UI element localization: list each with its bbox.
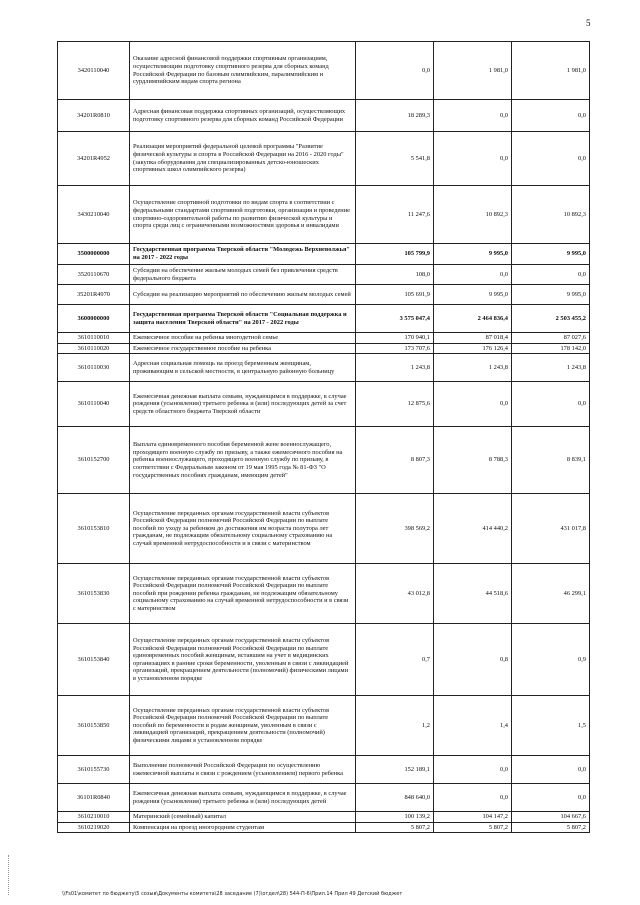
target-code-cell: 34201R0810 — [58, 100, 130, 132]
amount-2019-cell: 0,0 — [512, 382, 590, 427]
amount-2018-cell: 0,0 — [434, 100, 512, 132]
file-path-footer: \\Fs01\комитет по бюджету\5 созыв\Документы комитета\28 заседание (7)\отдел\28) 544-П-6\Прил.14 Прил 49 Детский бюджет — [62, 891, 403, 897]
amount-2019-cell: 104 667,6 — [512, 812, 590, 823]
target-code-cell: 3610152700 — [58, 427, 130, 494]
table-row — [58, 822, 590, 833]
budget-table — [57, 41, 590, 833]
amount-2017-cell: 398 569,2 — [356, 494, 434, 564]
amount-2019-cell: 5 807,2 — [512, 822, 590, 833]
margin-mark — [8, 855, 10, 895]
amount-2017-cell: 105 799,9 — [356, 244, 434, 265]
amount-2017-cell: 108,0 — [356, 265, 434, 285]
table-row — [58, 564, 590, 624]
amount-2018-cell: 44 518,6 — [434, 564, 512, 624]
amount-2018-cell: 8 788,3 — [434, 427, 512, 494]
amount-2019-cell: 0,9 — [512, 624, 590, 696]
description-cell: Адресная финансовая поддержка спортивных организаций, осуществляющих подготовку спортивного резерва для сборных команд Российской Федерации — [130, 100, 356, 132]
description-cell: Осуществление переданных органам государственной власти субъектов Российской Федерации полномочий Российской Федерации по выплате пособий по беременности и родам женщинам, уволенным в связи с ликвидацией организаций, прекращением деятельности (полномочий) физическими лицами в установленном порядке — [130, 696, 356, 756]
description-cell: Компенсация на проезд иногородним студентам — [130, 822, 356, 833]
amount-2018-cell: 0,0 — [434, 132, 512, 186]
amount-2017-cell: 100 139,2 — [356, 812, 434, 823]
amount-2019-cell: 0,0 — [512, 132, 590, 186]
description-cell: Адресная социальная помощь на проезд беременным женщинам, проживающим в сельской местности, в центральную районную больницу — [130, 354, 356, 382]
description-cell: Оказание адресной финансовой поддержки спортивным организациям, осуществляющим подготовку спортивного резерва для сборных команд Российской Федерации по базовым олимпийским, паралимпийским и сурдлимпийским видам спорта региона — [130, 42, 356, 100]
amount-2018-cell: 176 126,4 — [434, 343, 512, 354]
amount-2018-cell: 0,0 — [434, 784, 512, 812]
description-cell: Реализация мероприятий федеральной целевой программы "Развитие физической культуры и спорта в Российской Федерации на 2016 - 2020 годы" (закупка оборудования для специализированных детско-юношеских спортивных школ олимпийского резерва) — [130, 132, 356, 186]
description-cell: Выполнение полномочий Российской Федерации по осуществлению ежемесячной выплаты в связи с рождением (усыновлением) первого ребенка — [130, 756, 356, 784]
table-row — [58, 696, 590, 756]
amount-2017-cell: 8 807,3 — [356, 427, 434, 494]
table-row — [58, 382, 590, 427]
description-cell: Субсидии на реализацию мероприятий по обеспечению жильем молодых семей — [130, 285, 356, 305]
target-code-cell: 35201R4970 — [58, 285, 130, 305]
amount-2019-cell: 87 027,6 — [512, 333, 590, 344]
amount-2018-cell: 0,0 — [434, 756, 512, 784]
table-row — [58, 305, 590, 333]
description-cell: Ежемесячное государственное пособие на ребенка — [130, 343, 356, 354]
target-code-cell: 3610110040 — [58, 382, 130, 427]
target-code-cell: 3600000000 — [58, 305, 130, 333]
amount-2018-cell: 0,0 — [434, 265, 512, 285]
description-cell: Субсидии на обеспечение жильем молодых семей без привлечения средств федерального бюджета — [130, 265, 356, 285]
amount-2018-cell: 414 440,2 — [434, 494, 512, 564]
table-row — [58, 494, 590, 564]
amount-2019-cell: 0,0 — [512, 265, 590, 285]
description-cell: Ежемесячное пособие на ребенка многодетной семье — [130, 333, 356, 344]
amount-2019-cell: 1 243,8 — [512, 354, 590, 382]
description-cell: Осуществление спортивной подготовки по видам спорта в соответствии с федеральными стандартами спортивной подготовки, организация и проведение спортивно-оздоровительной работы по развитию физической культуры и спорта среди лиц с ограниченными возможностями здоровья и инвалидами — [130, 186, 356, 244]
table-row — [58, 265, 590, 285]
amount-2019-cell: 2 503 455,2 — [512, 305, 590, 333]
table-row — [58, 244, 590, 265]
target-code-cell: 3500000000 — [58, 244, 130, 265]
amount-2018-cell: 9 995,0 — [434, 244, 512, 265]
target-code-cell: 3430210040 — [58, 186, 130, 244]
table-row — [58, 333, 590, 344]
amount-2017-cell: 12 875,6 — [356, 382, 434, 427]
amount-2017-cell: 170 940,1 — [356, 333, 434, 344]
target-code-cell: 3610110030 — [58, 354, 130, 382]
target-code-cell: 3610153850 — [58, 696, 130, 756]
amount-2018-cell: 87 018,4 — [434, 333, 512, 344]
amount-2017-cell: 18 289,3 — [356, 100, 434, 132]
description-cell: Осуществление переданных органам государственной власти субъектов Российской Федерации полномочий Российской Федерации по выплате единовременных пособий женщинам, вставшим на учет в медицинских организациях в ранние сроки беременности, уволенным в связи с ликвидацией организаций, прекращением деятельности (полномочий) физическими лицами в установленном порядке — [130, 624, 356, 696]
amount-2019-cell: 8 839,1 — [512, 427, 590, 494]
table-row — [58, 624, 590, 696]
table-row — [58, 812, 590, 823]
amount-2018-cell: 0,8 — [434, 624, 512, 696]
target-code-cell: 3610153830 — [58, 564, 130, 624]
amount-2017-cell: 0,0 — [356, 42, 434, 100]
target-code-cell: 3610110020 — [58, 343, 130, 354]
target-code-cell: 3610210010 — [58, 812, 130, 823]
description-cell: Государственная программа Тверской области "Социальная поддержка и защита населения Тверской области" на 2017 - 2022 годы — [130, 305, 356, 333]
amount-2018-cell: 5 807,2 — [434, 822, 512, 833]
description-cell: Ежемесячная денежная выплата семьям, нуждающимся в поддержке, в случае рождения (усыновления) третьего ребенка и (или) последующих детей — [130, 784, 356, 812]
table-row — [58, 42, 590, 100]
amount-2018-cell: 104 147,2 — [434, 812, 512, 823]
amount-2019-cell: 1 981,0 — [512, 42, 590, 100]
target-code-cell: 3420110040 — [58, 42, 130, 100]
description-cell: Ежемесячная денежная выплата семьям, нуждающимся в поддержке, в случае рождения (усыновления) третьего ребенка и (или) последующих детей за счет средств областного бюджета Тверской области — [130, 382, 356, 427]
amount-2018-cell: 0,0 — [434, 382, 512, 427]
description-cell: Осуществление переданных органам государственной власти субъектов Российской Федерации полномочий Российской Федерации по выплате пособий при рождении ребенка гражданам, не подлежащим обязательному социальному страхованию на случай временной нетрудоспособности и в связи с материнством — [130, 564, 356, 624]
table-row — [58, 343, 590, 354]
amount-2017-cell: 848 640,0 — [356, 784, 434, 812]
target-code-cell: 34201R4952 — [58, 132, 130, 186]
table-row — [58, 100, 590, 132]
amount-2019-cell: 0,0 — [512, 784, 590, 812]
page-number: 5 — [586, 18, 591, 28]
table-row — [58, 285, 590, 305]
amount-2018-cell: 1 981,0 — [434, 42, 512, 100]
table-row — [58, 756, 590, 784]
amount-2019-cell: 0,0 — [512, 100, 590, 132]
amount-2019-cell: 9 995,0 — [512, 244, 590, 265]
table-row — [58, 354, 590, 382]
description-cell: Выплата единовременного пособия беременной жене военнослужащего, проходящего военную службу по призыву, а также ежемесячного пособия на ребенка военнослужащего, проходящего военную службу по призыву, в соответствии с Федеральным законом от 19 мая 1995 года № 81-ФЗ "О государственных пособиях гражданам, имеющим детей" — [130, 427, 356, 494]
amount-2017-cell: 5 807,2 — [356, 822, 434, 833]
description-cell: Государственная программа Тверской области "Молодежь Верхневолжья" на 2017 - 2022 годы — [130, 244, 356, 265]
table-row — [58, 186, 590, 244]
amount-2017-cell: 1,2 — [356, 696, 434, 756]
amount-2017-cell: 3 575 047,4 — [356, 305, 434, 333]
amount-2019-cell: 1,5 — [512, 696, 590, 756]
target-code-cell: 3520110670 — [58, 265, 130, 285]
amount-2017-cell: 5 541,8 — [356, 132, 434, 186]
table-row — [58, 427, 590, 494]
table-row — [58, 784, 590, 812]
amount-2018-cell: 1,4 — [434, 696, 512, 756]
amount-2019-cell: 9 995,0 — [512, 285, 590, 305]
target-code-cell: 36101R0840 — [58, 784, 130, 812]
description-cell: Осуществление переданных органам государственной власти субъектов Российской Федерации полномочий Российской Федерации по выплате пособий по уходу за ребенком до достижения им возраста полутора лет гражданам, не подлежащим обязательному социальному страхованию на случай временной нетрудоспособности и в связи с материнством — [130, 494, 356, 564]
amount-2017-cell: 0,7 — [356, 624, 434, 696]
amount-2018-cell: 10 892,3 — [434, 186, 512, 244]
description-cell: Материнский (семейный) капитал — [130, 812, 356, 823]
amount-2017-cell: 105 691,9 — [356, 285, 434, 305]
target-code-cell: 3610155730 — [58, 756, 130, 784]
amount-2017-cell: 43 012,8 — [356, 564, 434, 624]
amount-2017-cell: 1 243,8 — [356, 354, 434, 382]
target-code-cell: 3610110010 — [58, 333, 130, 344]
target-code-cell: 3610153810 — [58, 494, 130, 564]
amount-2019-cell: 46 299,1 — [512, 564, 590, 624]
amount-2018-cell: 1 243,8 — [434, 354, 512, 382]
amount-2019-cell: 0,0 — [512, 756, 590, 784]
amount-2019-cell: 431 017,8 — [512, 494, 590, 564]
target-code-cell: 3610153840 — [58, 624, 130, 696]
amount-2018-cell: 2 464 836,4 — [434, 305, 512, 333]
amount-2017-cell: 173 707,6 — [356, 343, 434, 354]
amount-2017-cell: 152 189,1 — [356, 756, 434, 784]
amount-2017-cell: 11 247,6 — [356, 186, 434, 244]
amount-2018-cell: 9 995,0 — [434, 285, 512, 305]
amount-2019-cell: 178 142,0 — [512, 343, 590, 354]
table-row — [58, 132, 590, 186]
amount-2019-cell: 10 892,3 — [512, 186, 590, 244]
target-code-cell: 3610219020 — [58, 822, 130, 833]
